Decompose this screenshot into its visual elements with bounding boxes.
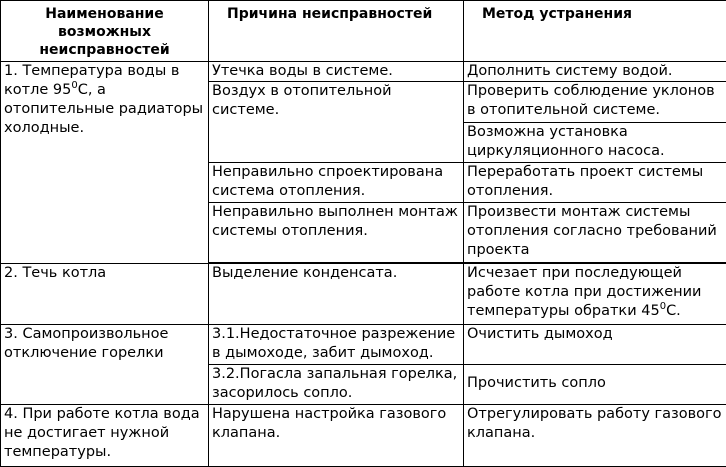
table-row — [1, 405, 726, 467]
table-row — [1, 264, 726, 325]
cause-cell: Выделение конденсата. — [209, 264, 464, 325]
fix-cell: Возможна установка циркуляционного насоса. — [464, 123, 726, 163]
cause-cell: Утечка воды в системе. — [209, 62, 464, 82]
cause-cell: 3.1.Недостаточное разрежение в дымоходе, забит дымоход. — [209, 325, 464, 365]
fix-cell: Дополнить систему водой. — [464, 62, 726, 82]
cause-cell: Воздух в отопительной системе. — [209, 82, 464, 163]
degree-superscript: 0 — [660, 301, 666, 312]
fix-cell: Очистить дымоход — [464, 325, 726, 365]
problem-cell-2: 2. Течь котла — [1, 264, 209, 325]
problem-cell-1 — [1, 62, 209, 264]
fix-2-text-b: С. — [666, 303, 681, 319]
cause-cell: Неправильно выполнен монтаж системы отопления. — [209, 203, 464, 263]
fix-2-text-a: Исчезает при последующей работе котла при достижении температуры обратки 45 — [467, 265, 702, 319]
header-row — [1, 1, 726, 62]
fix-cell: Произвести монтаж системы отопления согласно требований проекта — [464, 203, 726, 263]
header-cause: Причина неисправностей — [209, 1, 464, 62]
fix-cell: Отрегулировать работу газового клапана. — [464, 405, 726, 467]
fix-cell: Проверить соблюдение уклонов в отопительной системе. — [464, 82, 726, 123]
problem-1-text-b: С, а отопительные радиаторы холодные. — [4, 82, 203, 136]
cause-cell: Нарушена настройка газового клапана. — [209, 405, 464, 467]
header-problem: Наименование возможных неисправностей — [1, 1, 209, 62]
cause-cell: Неправильно спроектирована система отопления. — [209, 163, 464, 203]
cause-cell: 3.2.Погасла запальная горелка, засорилось сопло. — [209, 365, 464, 405]
degree-superscript: 0 — [71, 80, 77, 91]
fix-cell: Переработать проект системы отопления. — [464, 163, 726, 203]
problem-cell-4: 4. При работе котла вода не достигает нужной температуры. — [1, 405, 209, 467]
table-row — [1, 325, 726, 365]
problem-1-text-a: 1. Температура воды в котле 95 — [4, 63, 179, 98]
fix-cell: Прочистить сопло — [464, 365, 726, 405]
table-row — [1, 62, 726, 82]
problem-cell-3: 3. Самопроизвольное отключение горелки — [1, 325, 209, 405]
header-fix: Метод устранения — [464, 1, 726, 62]
fix-cell — [464, 264, 726, 325]
